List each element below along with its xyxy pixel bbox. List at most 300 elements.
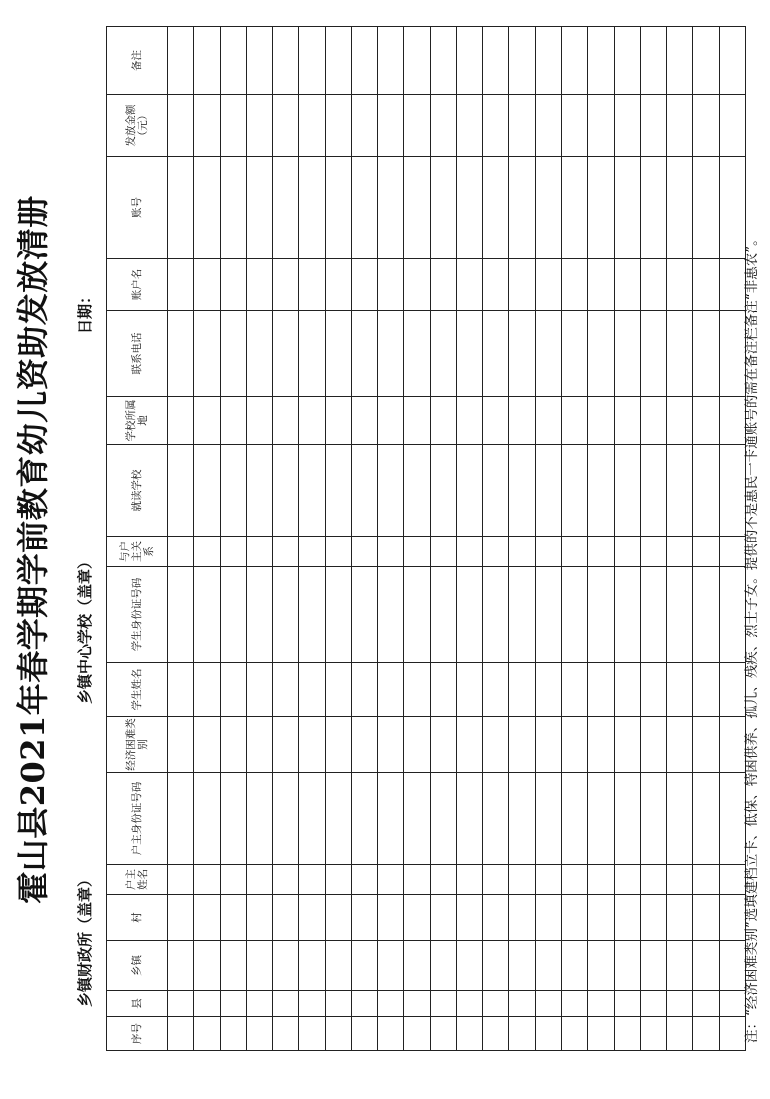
- table-cell: [220, 773, 246, 865]
- table-cell: [483, 397, 509, 445]
- table-cell: [273, 537, 299, 567]
- table-cell: [220, 865, 246, 895]
- table-cell: [667, 259, 693, 311]
- table-row: [273, 27, 299, 1051]
- table-cell: [325, 663, 351, 717]
- table-cell: [378, 157, 404, 259]
- table-cell: [561, 259, 587, 311]
- table-row: [220, 27, 246, 1051]
- table-cell: [640, 773, 666, 865]
- table-cell: [404, 311, 430, 397]
- table-cell: [535, 717, 561, 773]
- table-cell: [483, 157, 509, 259]
- table-cell: [246, 895, 272, 941]
- table-cell: [325, 157, 351, 259]
- table-cell: [325, 941, 351, 991]
- finance-office-label: 乡镇财政所（盖章）: [76, 871, 94, 1007]
- table-cell: [325, 773, 351, 865]
- header-householder-name: 户主姓名: [107, 865, 168, 895]
- table-cell: [299, 717, 325, 773]
- table-cell: [667, 663, 693, 717]
- table-cell: [325, 27, 351, 95]
- table-cell: [168, 445, 194, 537]
- header-householder-id: 户主身份证号码: [107, 773, 168, 865]
- header-county: 县: [107, 991, 168, 1017]
- table-cell: [194, 259, 220, 311]
- table-cell: [483, 95, 509, 157]
- table-cell: [378, 259, 404, 311]
- table-cell: [640, 567, 666, 663]
- table-cell: [299, 537, 325, 567]
- table-cell: [351, 445, 377, 537]
- table-cell: [614, 1017, 640, 1051]
- table-cell: [483, 537, 509, 567]
- table-cell: [378, 445, 404, 537]
- table-cell: [693, 95, 719, 157]
- table-cell: [299, 157, 325, 259]
- table-cell: [588, 567, 614, 663]
- table-cell: [640, 157, 666, 259]
- table-cell: [719, 27, 745, 95]
- table-row: [299, 27, 325, 1051]
- table-cell: [588, 1017, 614, 1051]
- header-account-name: 账户名: [107, 259, 168, 311]
- table-cell: [220, 397, 246, 445]
- table-cell: [667, 941, 693, 991]
- table-cell: [667, 27, 693, 95]
- table-cell: [220, 259, 246, 311]
- table-cell: [273, 663, 299, 717]
- table-cell: [246, 773, 272, 865]
- table-row: [693, 27, 719, 1051]
- table-cell: [719, 95, 745, 157]
- table-cell: [588, 773, 614, 865]
- table-cell: [325, 259, 351, 311]
- table-row: [614, 27, 640, 1051]
- table-cell: [325, 991, 351, 1017]
- table-cell: [456, 27, 482, 95]
- table-cell: [351, 259, 377, 311]
- table-cell: [404, 95, 430, 157]
- table-row: [325, 27, 351, 1051]
- table-cell: [535, 895, 561, 941]
- table-cell: [194, 95, 220, 157]
- table-cell: [220, 95, 246, 157]
- table-cell: [640, 95, 666, 157]
- table-row: [561, 27, 587, 1051]
- table-cell: [614, 27, 640, 95]
- table-cell: [404, 567, 430, 663]
- table-cell: [273, 27, 299, 95]
- table-cell: [194, 865, 220, 895]
- table-cell: [246, 445, 272, 537]
- table-cell: [246, 157, 272, 259]
- table-cell: [640, 895, 666, 941]
- table-cell: [693, 537, 719, 567]
- table-cell: [220, 157, 246, 259]
- table-cell: [614, 865, 640, 895]
- table-cell: [351, 1017, 377, 1051]
- table-cell: [246, 991, 272, 1017]
- table-row: [168, 27, 194, 1051]
- table-cell: [640, 1017, 666, 1051]
- table-cell: [299, 991, 325, 1017]
- table-cell: [456, 259, 482, 311]
- table-cell: [378, 773, 404, 865]
- table-cell: [693, 663, 719, 717]
- header-relation: 与户主关系: [107, 537, 168, 567]
- table-cell: [535, 27, 561, 95]
- table-cell: [325, 311, 351, 397]
- table-cell: [509, 663, 535, 717]
- table-row: [351, 27, 377, 1051]
- table-cell: [614, 537, 640, 567]
- table-cell: [351, 991, 377, 1017]
- table-cell: [325, 1017, 351, 1051]
- table-cell: [509, 941, 535, 991]
- table-cell: [667, 895, 693, 941]
- table-cell: [430, 663, 456, 717]
- table-cell: [535, 865, 561, 895]
- table-cell: [483, 663, 509, 717]
- table-cell: [194, 941, 220, 991]
- table-cell: [483, 865, 509, 895]
- table-cell: [667, 717, 693, 773]
- table-cell: [483, 895, 509, 941]
- table-cell: [614, 773, 640, 865]
- table-cell: [456, 773, 482, 865]
- table-cell: [561, 773, 587, 865]
- table-cell: [456, 865, 482, 895]
- table-cell: [535, 991, 561, 1017]
- table-cell: [535, 445, 561, 537]
- table-cell: [299, 895, 325, 941]
- header-remarks: 备注: [107, 27, 168, 95]
- table-cell: [614, 991, 640, 1017]
- table-cell: [168, 663, 194, 717]
- table-cell: [168, 537, 194, 567]
- table-cell: [693, 445, 719, 537]
- table-cell: [561, 311, 587, 397]
- table-cell: [614, 95, 640, 157]
- table-cell: [168, 865, 194, 895]
- table-cell: [614, 259, 640, 311]
- table-cell: [168, 95, 194, 157]
- table-cell: [640, 259, 666, 311]
- table-cell: [535, 157, 561, 259]
- table-cell: [378, 311, 404, 397]
- table-cell: [614, 717, 640, 773]
- table-cell: [404, 537, 430, 567]
- table-cell: [483, 991, 509, 1017]
- table-cell: [220, 663, 246, 717]
- table-row: [535, 27, 561, 1051]
- table-cell: [483, 567, 509, 663]
- table-cell: [667, 311, 693, 397]
- table-cell: [273, 941, 299, 991]
- table-cell: [561, 1017, 587, 1051]
- table-cell: [168, 717, 194, 773]
- table-cell: [483, 773, 509, 865]
- table-cell: [246, 311, 272, 397]
- table-cell: [588, 157, 614, 259]
- header-amount: 发放金额（元）: [107, 95, 168, 157]
- table-cell: [194, 27, 220, 95]
- table-body: [168, 27, 746, 1051]
- table-cell: [194, 311, 220, 397]
- table-cell: [299, 773, 325, 865]
- table-cell: [535, 941, 561, 991]
- table-cell: [667, 445, 693, 537]
- header-phone: 联系电话: [107, 311, 168, 397]
- table-cell: [509, 537, 535, 567]
- table-cell: [640, 865, 666, 895]
- table-cell: [299, 311, 325, 397]
- table-cell: [561, 991, 587, 1017]
- disbursement-table: [106, 26, 746, 1051]
- table-cell: [404, 259, 430, 311]
- table-cell: [351, 157, 377, 259]
- table-cell: [640, 27, 666, 95]
- table-cell: [168, 311, 194, 397]
- table-cell: [535, 663, 561, 717]
- table-cell: [299, 95, 325, 157]
- table-cell: [194, 397, 220, 445]
- table-cell: [430, 895, 456, 941]
- table-cell: [378, 27, 404, 95]
- table-cell: [325, 445, 351, 537]
- table-cell: [483, 27, 509, 95]
- table-cell: [220, 567, 246, 663]
- table-cell: [640, 311, 666, 397]
- table-cell: [561, 717, 587, 773]
- table-cell: [273, 567, 299, 663]
- table-cell: [430, 27, 456, 95]
- table-cell: [483, 259, 509, 311]
- table-cell: [561, 27, 587, 95]
- table-cell: [588, 663, 614, 717]
- table-cell: [273, 865, 299, 895]
- table-cell: [588, 259, 614, 311]
- table-row: [588, 27, 614, 1051]
- table-cell: [168, 27, 194, 95]
- table-cell: [194, 895, 220, 941]
- table-cell: [535, 773, 561, 865]
- table-cell: [430, 537, 456, 567]
- table-cell: [535, 311, 561, 397]
- table-cell: [430, 445, 456, 537]
- table-cell: [194, 567, 220, 663]
- table-cell: [404, 445, 430, 537]
- table-cell: [220, 941, 246, 991]
- table-cell: [430, 259, 456, 311]
- table-cell: [456, 895, 482, 941]
- table-cell: [351, 397, 377, 445]
- table-cell: [614, 567, 640, 663]
- header-township: 乡镇: [107, 941, 168, 991]
- table-cell: [299, 397, 325, 445]
- table-cell: [614, 663, 640, 717]
- table-cell: [430, 941, 456, 991]
- table-cell: [351, 567, 377, 663]
- table-cell: [588, 27, 614, 95]
- table-cell: [509, 95, 535, 157]
- table-cell: [456, 1017, 482, 1051]
- table-cell: [430, 717, 456, 773]
- table-cell: [325, 537, 351, 567]
- table-cell: [456, 567, 482, 663]
- header-village: 村: [107, 895, 168, 941]
- date-label: 日期：: [76, 288, 94, 334]
- table-cell: [483, 1017, 509, 1051]
- table-cell: [561, 663, 587, 717]
- table-cell: [693, 717, 719, 773]
- header-seq: 序号: [107, 1017, 168, 1051]
- table-cell: [640, 941, 666, 991]
- header-student-id: 学生身份证号码: [107, 567, 168, 663]
- table-cell: [273, 717, 299, 773]
- table-cell: [535, 397, 561, 445]
- table-cell: [194, 663, 220, 717]
- table-cell: [273, 895, 299, 941]
- table-cell: [588, 445, 614, 537]
- table-cell: [246, 717, 272, 773]
- table-cell: [614, 157, 640, 259]
- table-cell: [456, 991, 482, 1017]
- table-cell: [404, 27, 430, 95]
- table-row: [430, 27, 456, 1051]
- table-cell: [404, 991, 430, 1017]
- table-cell: [667, 537, 693, 567]
- table-cell: [693, 567, 719, 663]
- table-cell: [483, 445, 509, 537]
- table-cell: [535, 537, 561, 567]
- table-cell: [456, 537, 482, 567]
- table-cell: [220, 537, 246, 567]
- table-cell: [667, 567, 693, 663]
- table-cell: [404, 773, 430, 865]
- table-cell: [535, 95, 561, 157]
- school-label: 乡镇中心学校（盖章）: [76, 553, 94, 704]
- table-cell: [351, 537, 377, 567]
- table-cell: [194, 717, 220, 773]
- table-cell: [351, 865, 377, 895]
- table-cell: [588, 397, 614, 445]
- table-cell: [220, 895, 246, 941]
- table-cell: [509, 27, 535, 95]
- table-cell: [430, 1017, 456, 1051]
- table-cell: [693, 27, 719, 95]
- table-row: [246, 27, 272, 1051]
- table-cell: [273, 95, 299, 157]
- table-cell: [509, 259, 535, 311]
- table-cell: [404, 157, 430, 259]
- table-cell: [325, 895, 351, 941]
- table-cell: [588, 717, 614, 773]
- table-row: [404, 27, 430, 1051]
- table-cell: [561, 95, 587, 157]
- table-cell: [325, 717, 351, 773]
- table-cell: [693, 941, 719, 991]
- table-cell: [640, 537, 666, 567]
- table-cell: [640, 717, 666, 773]
- table-cell: [299, 663, 325, 717]
- table-cell: [299, 259, 325, 311]
- table-cell: [378, 567, 404, 663]
- table-cell: [614, 895, 640, 941]
- table-row: [667, 27, 693, 1051]
- table-cell: [404, 663, 430, 717]
- table-cell: [351, 663, 377, 717]
- table-row: [483, 27, 509, 1051]
- table-cell: [378, 895, 404, 941]
- table-cell: [588, 95, 614, 157]
- table-cell: [351, 27, 377, 95]
- table-cell: [640, 663, 666, 717]
- table-cell: [246, 663, 272, 717]
- table-cell: [273, 1017, 299, 1051]
- table-cell: [693, 1017, 719, 1051]
- table-cell: [378, 663, 404, 717]
- table-cell: [509, 895, 535, 941]
- table-cell: [378, 397, 404, 445]
- table-cell: [561, 445, 587, 537]
- table-cell: [220, 991, 246, 1017]
- document-title: 霍山县2021年春学期学前教育幼儿资助发放清册: [14, 195, 52, 904]
- header-student-name: 学生姓名: [107, 663, 168, 717]
- table-cell: [246, 27, 272, 95]
- table-cell: [640, 991, 666, 1017]
- table-cell: [588, 865, 614, 895]
- table-cell: [614, 397, 640, 445]
- table-cell: [194, 157, 220, 259]
- table-cell: [404, 717, 430, 773]
- table-cell: [351, 95, 377, 157]
- table-cell: [483, 717, 509, 773]
- header-hardship-type: 经济困难类别: [107, 717, 168, 773]
- table-cell: [378, 941, 404, 991]
- table-cell: [378, 865, 404, 895]
- table-row: [640, 27, 666, 1051]
- table-cell: [378, 1017, 404, 1051]
- table-cell: [351, 717, 377, 773]
- table-cell: [588, 895, 614, 941]
- table-cell: [273, 311, 299, 397]
- table-cell: [220, 311, 246, 397]
- table-cell: [509, 991, 535, 1017]
- table-cell: [273, 157, 299, 259]
- table-cell: [430, 567, 456, 663]
- table-cell: [246, 259, 272, 311]
- table-cell: [351, 941, 377, 991]
- table-cell: [168, 773, 194, 865]
- table-cell: [588, 941, 614, 991]
- table-cell: [194, 1017, 220, 1051]
- table-cell: [693, 865, 719, 895]
- header-school: 就读学校: [107, 445, 168, 537]
- table-cell: [299, 1017, 325, 1051]
- table-cell: [430, 95, 456, 157]
- table-cell: [194, 537, 220, 567]
- table-cell: [168, 895, 194, 941]
- table-cell: [561, 895, 587, 941]
- header-row: [107, 27, 168, 1051]
- table-cell: [299, 941, 325, 991]
- table-cell: [351, 773, 377, 865]
- table-cell: [220, 717, 246, 773]
- table-cell: [667, 773, 693, 865]
- table-cell: [168, 259, 194, 311]
